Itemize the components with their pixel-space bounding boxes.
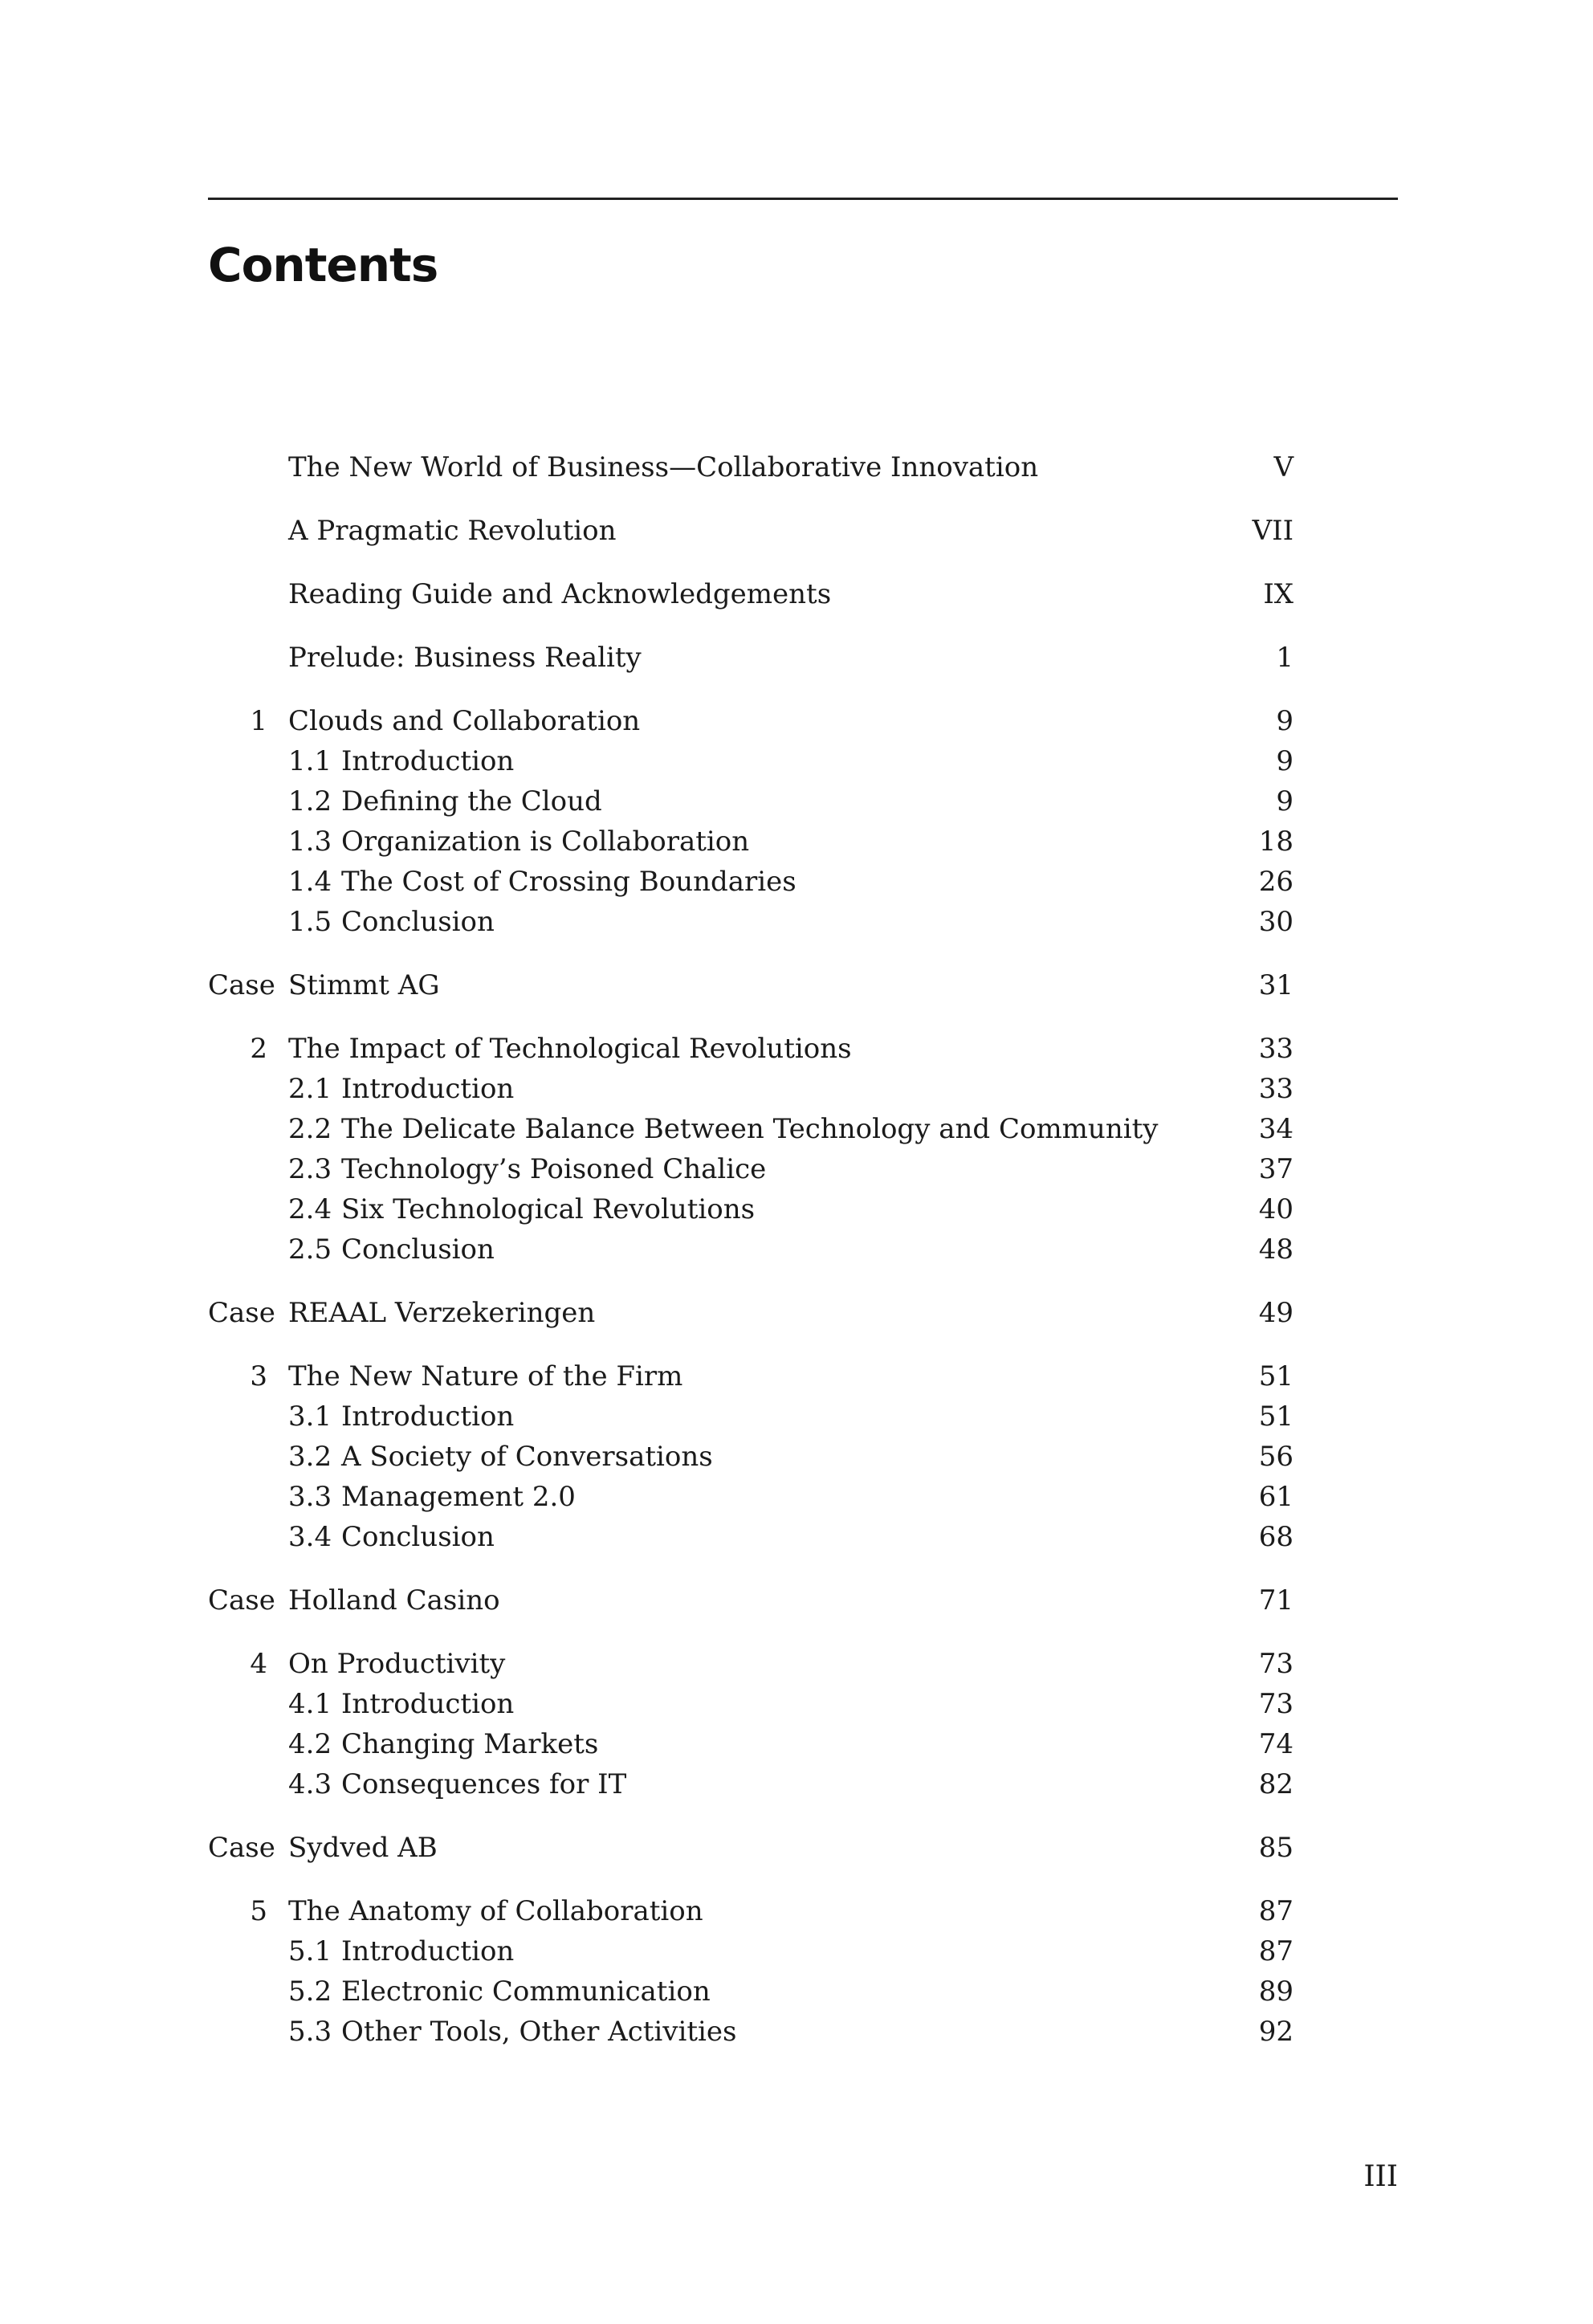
toc-entry-page: 71	[1258, 1584, 1294, 1617]
toc-entry[interactable]	[208, 574, 1294, 614]
toc-section[interactable]	[208, 1684, 1294, 1724]
toc-entry-number: Case	[208, 1584, 275, 1617]
toc-entry[interactable]	[208, 1029, 1294, 1069]
toc-section-page: 74	[1258, 1728, 1294, 1760]
toc-group	[208, 1293, 1294, 1333]
toc-section-number: 2.5	[288, 1233, 332, 1266]
toc-section[interactable]	[208, 1931, 1294, 1971]
toc-entry-page: 33	[1258, 1033, 1294, 1065]
toc-group	[208, 965, 1294, 1005]
toc-section-page: 51	[1258, 1401, 1294, 1433]
toc-section-page: 30	[1258, 906, 1294, 938]
toc-group	[208, 447, 1294, 487]
toc-group	[208, 1580, 1294, 1621]
toc-section[interactable]	[208, 1149, 1294, 1189]
toc-entry[interactable]	[208, 511, 1294, 551]
toc-section-title: Introduction	[341, 1401, 515, 1433]
toc-section[interactable]	[208, 1517, 1294, 1557]
toc-entry[interactable]	[208, 1644, 1294, 1684]
toc-section-title: Introduction	[341, 745, 515, 777]
page-title: Contents	[208, 238, 438, 292]
toc-section-page: 56	[1258, 1441, 1294, 1473]
toc-entry-page: 49	[1258, 1297, 1294, 1329]
toc-entry-title: The New Nature of the Firm	[288, 1360, 683, 1392]
toc-group	[208, 1891, 1294, 2052]
toc-section-page: 82	[1258, 1768, 1294, 1800]
toc-entry-number: 3	[250, 1360, 267, 1392]
toc-section-number: 4.2	[288, 1728, 332, 1760]
toc-entry-title: REAAL Verzekeringen	[288, 1297, 596, 1329]
toc-section-title: Consequences for IT	[341, 1768, 627, 1800]
toc-entry-page: 1	[1276, 642, 1294, 674]
toc-entry-page: IX	[1263, 578, 1294, 610]
toc-entry-title: Clouds and Collaboration	[288, 705, 641, 737]
toc-section-page: 92	[1258, 2016, 1294, 2048]
toc-group	[208, 574, 1294, 614]
toc-section[interactable]	[208, 1971, 1294, 2012]
toc-group	[208, 638, 1294, 678]
toc-entry-page: 87	[1258, 1895, 1294, 1927]
toc-group	[208, 1644, 1294, 1804]
toc-section-number: 5.1	[288, 1935, 332, 1967]
toc-section-page: 68	[1258, 1521, 1294, 1553]
toc-entry[interactable]	[208, 965, 1294, 1005]
toc-section-title: The Delicate Balance Between Technology and Community	[341, 1113, 1159, 1145]
toc-entry-title: Reading Guide and Acknowledgements	[288, 578, 832, 610]
toc-section-number: 5.2	[288, 1975, 332, 2008]
toc-entry-title: Holland Casino	[288, 1584, 500, 1617]
toc-section-number: 3.2	[288, 1441, 332, 1473]
toc-section-page: 9	[1276, 745, 1294, 777]
toc-section[interactable]	[208, 1396, 1294, 1437]
toc-entry[interactable]	[208, 1293, 1294, 1333]
toc-section-title: Introduction	[341, 1073, 515, 1105]
toc-section[interactable]	[208, 781, 1294, 822]
toc-section-number: 1.3	[288, 826, 332, 858]
toc-entry-page: VII	[1252, 515, 1294, 547]
toc-section-number: 3.4	[288, 1521, 332, 1553]
toc-section[interactable]	[208, 902, 1294, 942]
toc-entry-number: 1	[250, 705, 267, 737]
toc-section-title: The Cost of Crossing Boundaries	[341, 866, 796, 898]
toc-entry[interactable]	[208, 638, 1294, 678]
toc-entry-title: Prelude: Business Reality	[288, 642, 642, 674]
toc-section[interactable]	[208, 1109, 1294, 1149]
toc-section-page: 33	[1258, 1073, 1294, 1105]
toc-group	[208, 701, 1294, 942]
toc-section-page: 9	[1276, 785, 1294, 817]
toc-section-page: 18	[1258, 826, 1294, 858]
toc-section-number: 5.3	[288, 2016, 332, 2048]
page-number: III	[1363, 2160, 1398, 2193]
toc-section-number: 2.1	[288, 1073, 332, 1105]
table-of-contents	[208, 447, 1294, 2075]
toc-group	[208, 511, 1294, 551]
toc-section-title: Technology’s Poisoned Chalice	[341, 1153, 767, 1185]
toc-section[interactable]	[208, 822, 1294, 862]
toc-section[interactable]	[208, 1764, 1294, 1804]
top-rule	[208, 198, 1398, 200]
toc-entry-page: V	[1273, 451, 1294, 483]
toc-section[interactable]	[208, 1724, 1294, 1764]
toc-entry[interactable]	[208, 1828, 1294, 1868]
toc-section-title: Conclusion	[341, 1233, 495, 1266]
toc-section-number: 1.4	[288, 866, 332, 898]
toc-entry-title: The Anatomy of Collaboration	[288, 1895, 703, 1927]
toc-section-page: 48	[1258, 1233, 1294, 1266]
toc-group	[208, 1029, 1294, 1270]
toc-section-title: Conclusion	[341, 1521, 495, 1553]
toc-section-number: 4.3	[288, 1768, 332, 1800]
toc-section-title: Electronic Communication	[341, 1975, 711, 2008]
toc-section[interactable]	[208, 1437, 1294, 1477]
toc-section[interactable]	[208, 862, 1294, 902]
toc-entry[interactable]	[208, 701, 1294, 741]
toc-section-page: 34	[1258, 1113, 1294, 1145]
toc-entry-title: On Productivity	[288, 1648, 506, 1680]
toc-section-page: 87	[1258, 1935, 1294, 1967]
toc-entry-title: Stimmt AG	[288, 969, 440, 1001]
toc-section-number: 2.2	[288, 1113, 332, 1145]
toc-entry[interactable]	[208, 1891, 1294, 1931]
toc-entry-number: 5	[250, 1895, 267, 1927]
toc-entry-title: A Pragmatic Revolution	[288, 515, 617, 547]
toc-section-number: 1.5	[288, 906, 332, 938]
toc-entry-number: Case	[208, 969, 275, 1001]
toc-section-number: 1.2	[288, 785, 332, 817]
toc-section-page: 61	[1258, 1481, 1294, 1513]
toc-section[interactable]	[208, 1069, 1294, 1109]
toc-entry-page: 51	[1258, 1360, 1294, 1392]
toc-section-number: 3.1	[288, 1401, 332, 1433]
toc-entry-number: Case	[208, 1832, 275, 1864]
toc-section[interactable]	[208, 1477, 1294, 1517]
toc-section-title: Other Tools, Other Activities	[341, 2016, 737, 2048]
toc-entry-number: 4	[250, 1648, 267, 1680]
toc-group	[208, 1828, 1294, 1868]
toc-section-title: A Society of Conversations	[341, 1441, 713, 1473]
toc-section-title: Conclusion	[341, 906, 495, 938]
toc-section-number: 3.3	[288, 1481, 332, 1513]
toc-section[interactable]	[208, 741, 1294, 781]
toc-section-title: Management 2.0	[341, 1481, 576, 1513]
toc-entry[interactable]	[208, 1356, 1294, 1396]
toc-group	[208, 1356, 1294, 1557]
toc-entry-page: 9	[1276, 705, 1294, 737]
toc-entry-title: Sydved AB	[288, 1832, 438, 1864]
toc-entry-number: Case	[208, 1297, 275, 1329]
toc-section-number: 1.1	[288, 745, 332, 777]
toc-section[interactable]	[208, 1229, 1294, 1270]
toc-section[interactable]	[208, 1189, 1294, 1229]
toc-section-page: 26	[1258, 866, 1294, 898]
toc-section-number: 2.3	[288, 1153, 332, 1185]
toc-section-title: Introduction	[341, 1935, 515, 1967]
toc-section-page: 73	[1258, 1688, 1294, 1720]
toc-section[interactable]	[208, 2012, 1294, 2052]
toc-entry-title: The New World of Business—Collaborative Innovation	[288, 451, 1039, 483]
toc-section-title: Six Technological Revolutions	[341, 1193, 756, 1225]
toc-entry[interactable]	[208, 447, 1294, 487]
toc-section-title: Changing Markets	[341, 1728, 599, 1760]
toc-entry-page: 31	[1258, 969, 1294, 1001]
toc-section-number: 4.1	[288, 1688, 332, 1720]
toc-section-title: Organization is Collaboration	[341, 826, 750, 858]
toc-entry-number: 2	[250, 1033, 267, 1065]
toc-section-page: 40	[1258, 1193, 1294, 1225]
toc-entry-page: 73	[1258, 1648, 1294, 1680]
toc-section-number: 2.4	[288, 1193, 332, 1225]
toc-section-page: 89	[1258, 1975, 1294, 2008]
toc-section-page: 37	[1258, 1153, 1294, 1185]
toc-section-title: Introduction	[341, 1688, 515, 1720]
toc-entry[interactable]	[208, 1580, 1294, 1621]
toc-entry-title: The Impact of Technological Revolutions	[288, 1033, 852, 1065]
toc-section-title: Defining the Cloud	[341, 785, 602, 817]
toc-entry-page: 85	[1258, 1832, 1294, 1864]
